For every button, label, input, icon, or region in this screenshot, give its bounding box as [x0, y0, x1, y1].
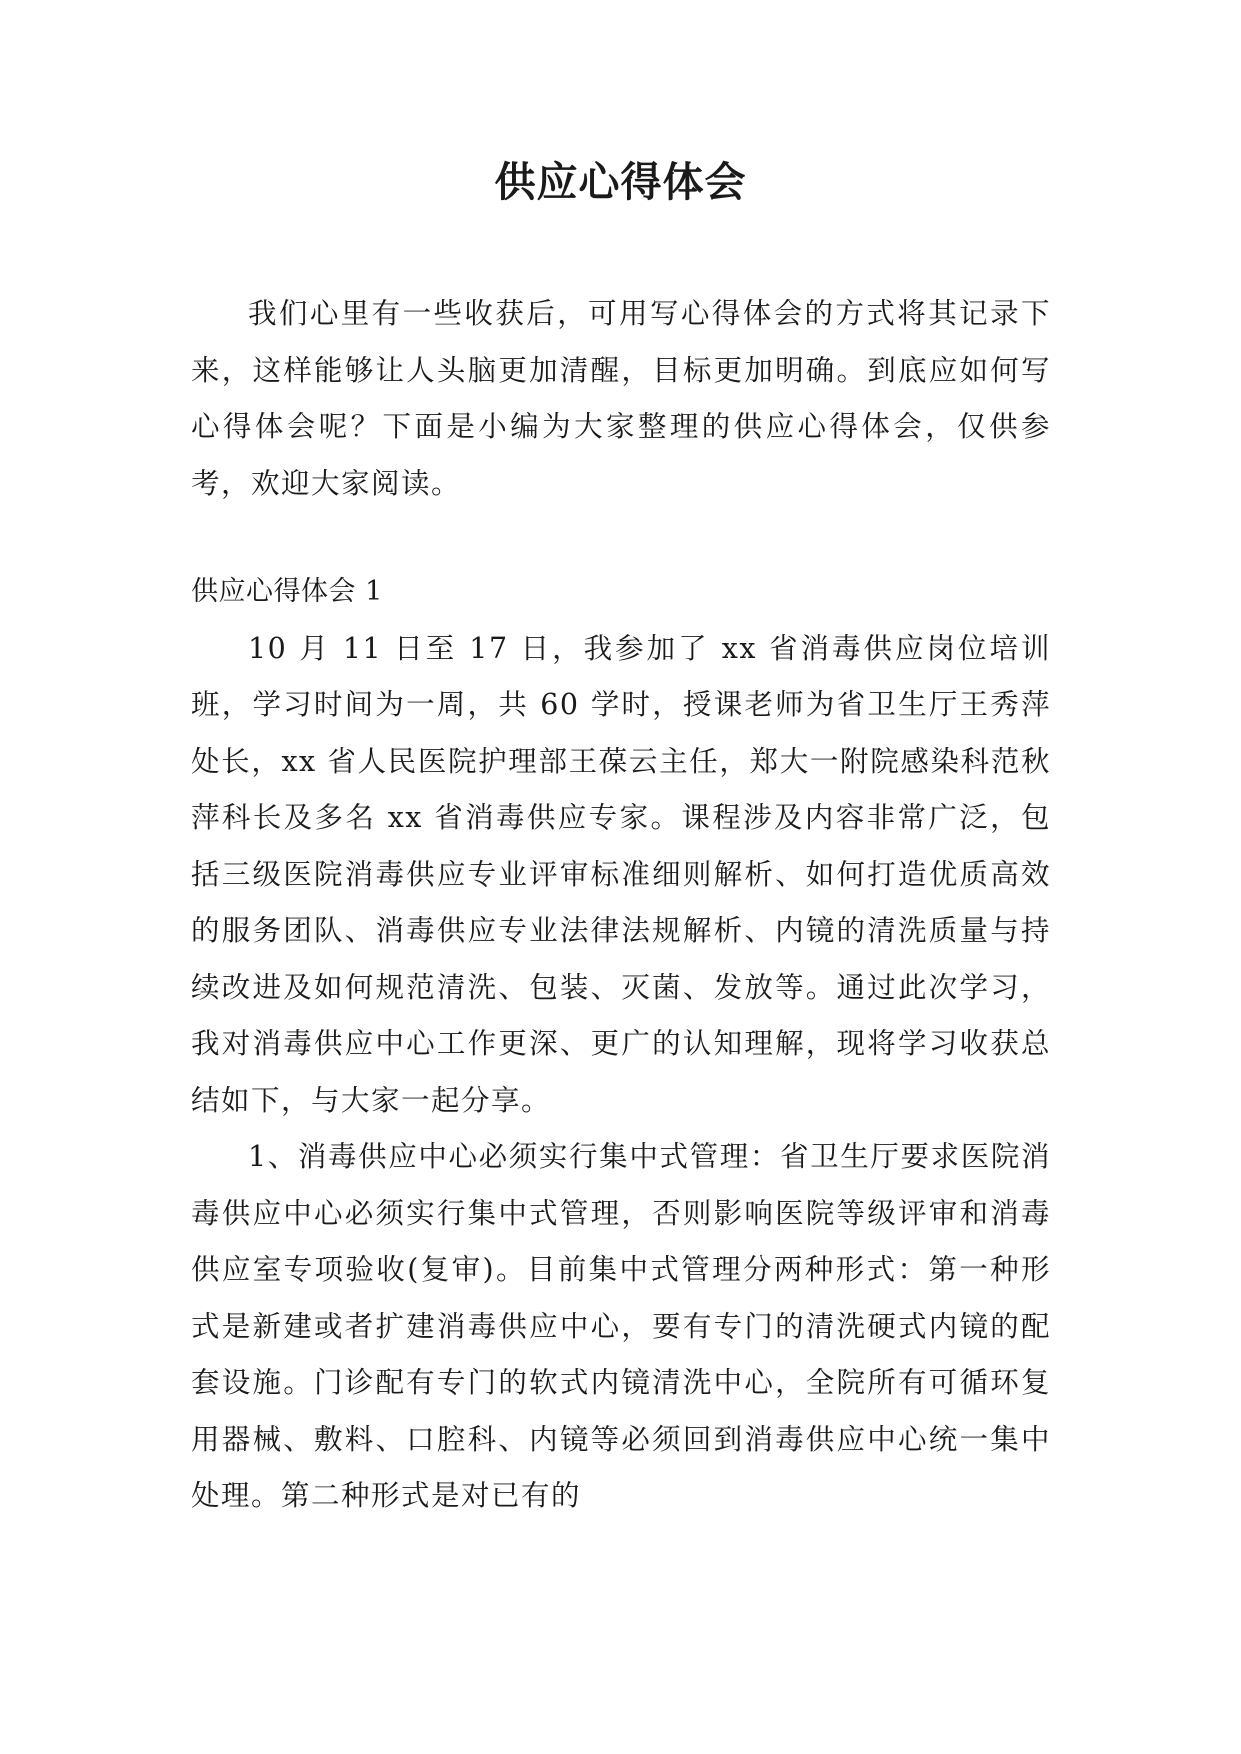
section-heading: 供应心得体会 1	[191, 576, 383, 607]
body-paragraph: 1、消毒供应中心必须实行集中式管理：省卫生厅要求医院消毒供应中心必须实行集中式管理，否则影响医院等级评审和消毒供应室专项验收(复审)。目前集中式管理分两种形式：第一种形式是新建或者扩建消毒供应中心，要有专门的清洗硬式内镜的配套设施。门诊配有专门的软式内镜清洗中心，全院所有可循环复用器械、敷料、口腔科、内镜等必须回到消毒供应中心统一集中处理。第二种形式是对已有的	[191, 1140, 1051, 1512]
document-title: 供应心得体会	[494, 158, 747, 206]
body-paragraph: 10 月 11 日至 17 日，我参加了 xx 省消毒供应岗位培训班，学习时间为一周，共 60 学时，授课老师为省卫生厅王秀萍处长，xx 省人民医院护理部王葆云主任，郑大一附院感染科范秋萍科长及多名 xx 省消毒供应专家。课程涉及内容非常广泛，包括三级医院消毒供应专业评审标准细则解析、如何打造优质高效的服务团队、消毒供应专业法律法规解析、内镜的清洗质量与持续改进及如何规范清洗、包装、灭菌、发放等。通过此次学习，我对消毒供应中心工作更深、更广的认知理解，现将学习收获总结如下，与大家一起分享。	[191, 631, 1051, 1117]
intro-paragraph: 我们心里有一些收获后，可用写心得体会的方式将其记录下来，这样能够让人头脑更加清醒，目标更加明确。到底应如何写心得体会呢？下面是小编为大家整理的供应心得体会，仅供参考，欢迎大家阅读。	[191, 297, 1051, 500]
document-body	[191, 286, 1051, 1525]
